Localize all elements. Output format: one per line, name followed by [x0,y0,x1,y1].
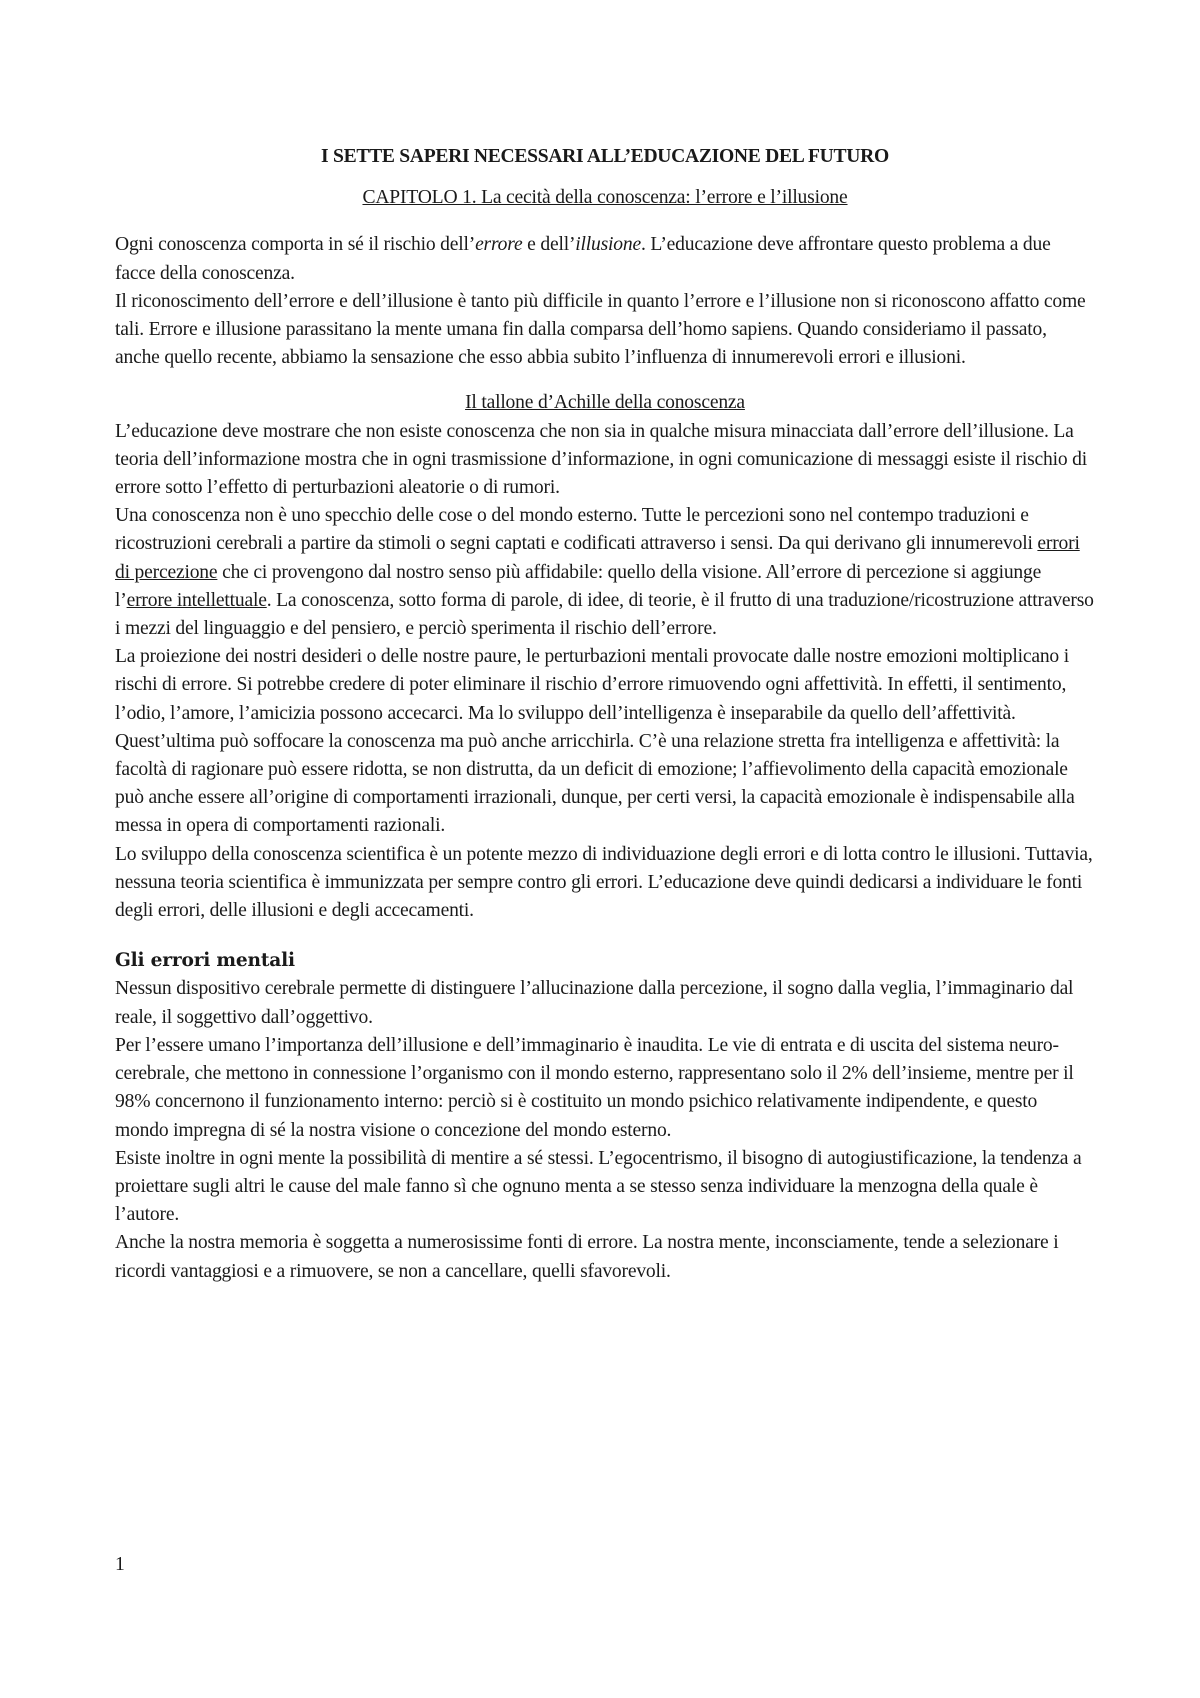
paragraph: La proiezione dei nostri desideri o delle nostre paure, le perturbazioni mentali provocate dalle nostre emozioni moltiplicano i rischi di errore. Si potrebbe credere di poter eliminare il rischio d’errore rimuovendo ogni affettività. In effetti, il sentimento, l’odio, l’amore, l’amicizia possono accecarci. Ma lo sviluppo dell’intelligenza è inseparabile da quello dell’affettività. Quest’ultima può soffocare la conoscenza ma può anche arricchirla. C’è una relazione stretta fra intelligenza e affettività: la facoltà di ragionare può essere ridotta, se non distrutta, da un deficit di emozione; l’affievolimento della capacità emozionale può anche essere all’origine di comportamenti irrazionali, dunque, per certi versi, la capacità emozionale è indispensabile alla messa in opera di comportamenti razionali. [115,646,1075,837]
section-subtitle: Il tallone d’Achille della conoscenza [465,392,745,414]
text-run: Una conoscenza non è uno specchio delle cose o del mondo esterno. Tutte le percezioni sono nel contempo traduzioni e ricostruzioni cerebrali a partire da stimoli o segni captati e codificati attraverso i sensi. Da qui derivano gli innumerevoli [115,505,1038,555]
italic-term: errore [475,234,523,256]
underlined-term: errore intellettuale [126,589,267,611]
paragraph: Per l’essere umano l’importanza dell’illusione e dell’immaginario è inaudita. Le vie di entrata e di uscita del sistema neuro-cerebrale, che mettono in connessione l’organismo con il mondo esterno, rappresentano solo il 2% dell’insieme, mentre per il 98% concernono il funzionamento interno: perciò si è costituito un mondo psichico relativamente indipendente, e questo mondo impregna di sé la nostra visione o concezione del mondo esterno. [115,1034,1074,1141]
paragraph: Lo sviluppo della conoscenza scientifica è un potente mezzo di individuazione degli errori e di lotta contro le illusioni. Tuttavia, nessuna teoria scientifica è immunizzata per sempre contro gli errori. L’educazione deve quindi dedicarsi a individuare le fonti degli errori, delle illusioni e degli accecamenti. [115,843,1093,922]
paragraph: Il riconoscimento dell’errore e dell’illusione è tanto più difficile in quanto l’errore e l’illusione non si riconoscono affatto come tali. Errore e illusione parassitano la mente umana fin dalla comparsa dell’homo sapiens. Quando consideriamo il passato, anche quello recente, abbiamo la sensazione che esso abbia subito l’influenza di innumerevoli errori e illusioni. [115,290,1086,369]
paragraph: Esiste inoltre in ogni mente la possibilità di mentire a sé stessi. L’egocentrismo, il bisogno di autogiustificazione, la tendenza a proiettare sugli altri le cause del male fanno sì che ognuno menta a se stesso senza individuare la menzogna della quale è l’autore. [115,1147,1082,1226]
document-title: I SETTE SAPERI NECESSARI ALL’EDUCAZIONE DEL FUTURO [321,146,889,167]
text-run: Ogni conoscenza comporta in sé il rischio dell’ [115,234,476,256]
page-number: 1 [115,1554,125,1575]
section-heading: Gli errori mentali [115,950,295,972]
paragraph: L’educazione deve mostrare che non esiste conoscenza che non sia in qualche misura minacciata dall’errore dell’illusione. La teoria dell’informazione mostra che in ogni trasmissione d’informazione, in ogni comunicazione di messaggi esiste il rischio di errore sotto l’effetto di perturbazioni aleatorie o di rumori. [115,420,1087,499]
italic-term: illusione [575,234,641,256]
page-content [115,143,1095,1286]
text-run: che ci provengono dal nostro senso più affidabile: quello della visione. All’errore di percezione si aggiunge l’ [115,561,1042,611]
chapter-heading: CAPITOLO 1. La cecità della conoscenza: l’errore e l’illusione [362,187,848,209]
paragraph: Anche la nostra memoria è soggetta a numerosissime fonti di errore. La nostra mente, inconsciamente, tende a selezionare i ricordi vantaggiosi e a rimuovere, se non a cancellare, quelli sfavorevoli. [115,1232,1059,1282]
text-run: . L’educazione deve affrontare questo problema a due facce della conoscenza. [115,234,1051,284]
paragraph [115,502,1095,643]
text-run: e dell’ [522,234,576,256]
underlined-term: errori di percezione [115,533,1080,583]
paragraph [115,231,1095,287]
text-run: . La conoscenza, sotto forma di parole, di idee, di teorie, è il frutto di una traduzione/ricostruzione attraverso i mezzi del linguaggio e del pensiero, e perciò sperimenta il rischio dell’errore. [115,589,1094,640]
paragraph: Nessun dispositivo cerebrale permette di distinguere l’allucinazione dalla percezione, il sogno dalla veglia, l’immaginario dal reale, il soggettivo dall’oggettivo. [115,978,1074,1028]
